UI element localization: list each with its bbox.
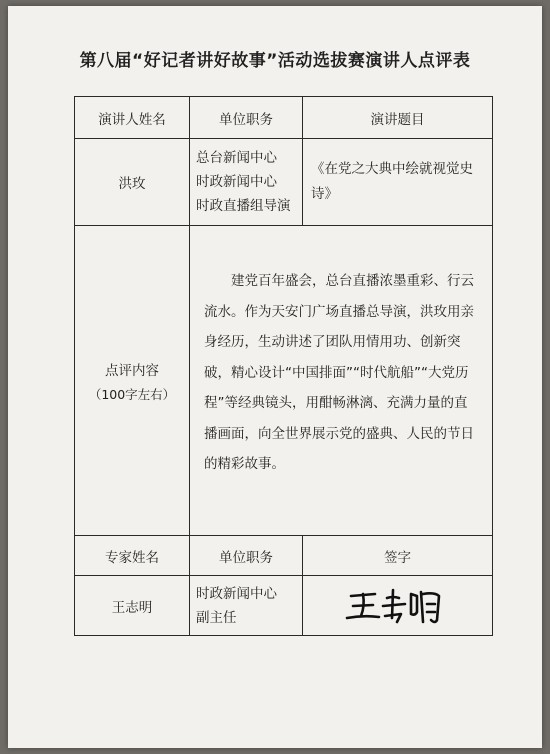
header-speaker-name: 演讲人姓名: [75, 97, 190, 139]
speaker-unit-line: 时政新闻中心: [196, 174, 277, 190]
speaker-unit-line: 总台新闻中心: [196, 150, 277, 166]
expert-unit-line: 副主任: [196, 609, 237, 626]
speaker-unit-line: 时政直播组导演: [196, 198, 291, 214]
header-topic: 演讲题目: [303, 97, 493, 139]
header-signature: 签字: [303, 536, 493, 576]
expert-name: 王志明: [75, 576, 190, 636]
expert-unit: [190, 576, 303, 636]
speaker-topic: 《在党之大典中绘就视觉史诗》: [303, 139, 493, 226]
comment-sublabel: （100字左右）: [88, 386, 176, 402]
paper-sheet: [8, 6, 542, 748]
expert-row: [75, 576, 493, 636]
handwritten-signature: [343, 584, 453, 628]
header-row: [75, 97, 493, 139]
comment-row: [75, 226, 493, 536]
signature-cell: [303, 576, 493, 636]
header-unit: 单位职务: [190, 97, 303, 139]
comment-label-cell: [75, 226, 190, 536]
header-expert-name: 专家姓名: [75, 536, 190, 576]
speaker-row: [75, 139, 493, 226]
expert-header-row: [75, 536, 493, 576]
header-expert-unit: 单位职务: [190, 536, 303, 576]
speaker-unit: [190, 139, 303, 226]
evaluation-table: [74, 96, 493, 636]
form-title: 第八届“好记者讲好故事”活动选拔赛演讲人点评表: [79, 51, 471, 71]
comment-label: 点评内容: [105, 362, 159, 379]
speaker-name: 洪玫: [75, 139, 190, 226]
comment-text: 建党百年盛会，总台直播浓墨重彩、行云流水。作为天安门广场直播总导演，洪玫用亲身经历，生动讲述了团队用情用功、创新突破，精心设计“中国排面”“时代航船”“大党历程”等经典镜头，用酣畅淋漓、充满力量的直播画面，向全世界展示党的盛典、人民的节日的精彩故事。: [190, 226, 493, 536]
expert-unit-line: 时政新闻中心: [196, 585, 277, 602]
